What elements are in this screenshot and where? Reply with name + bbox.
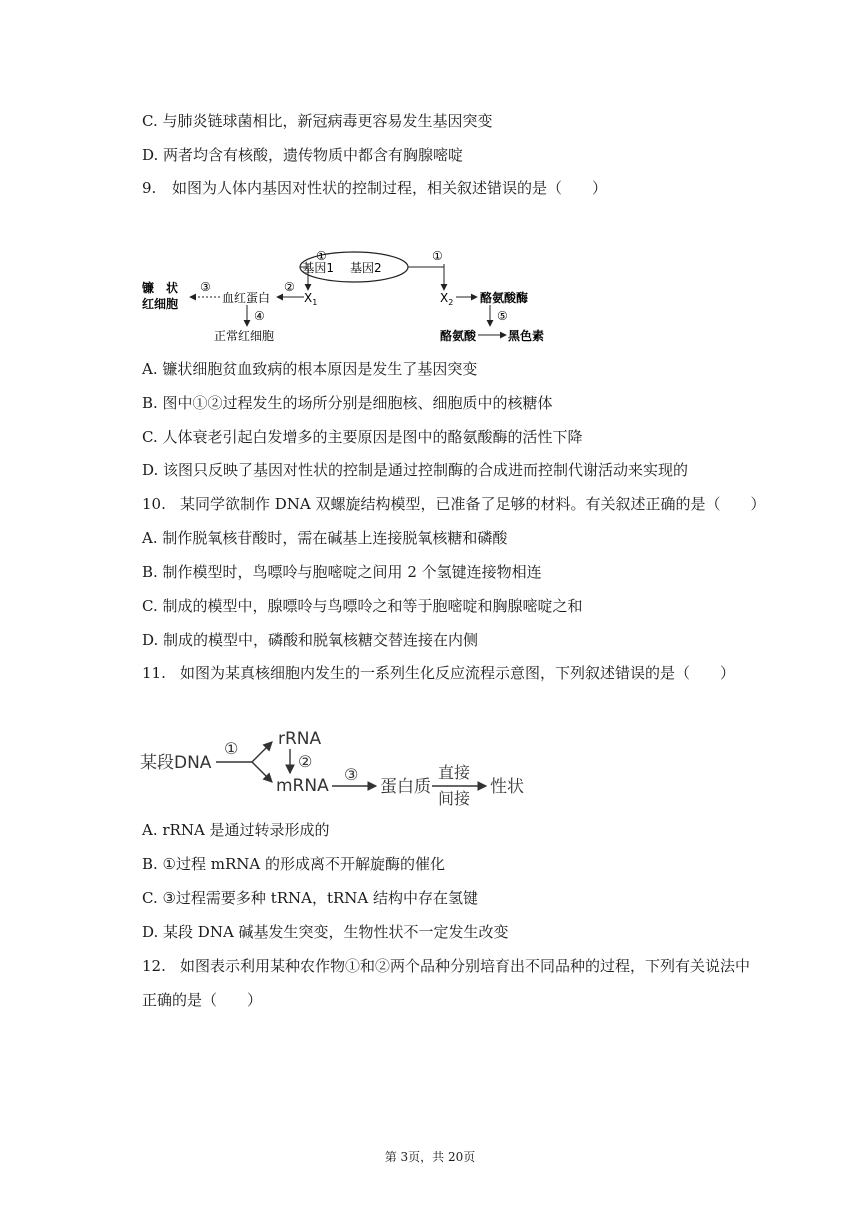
q10-stem-line bbox=[142, 493, 766, 515]
arrow-to-rrna bbox=[252, 742, 272, 762]
tyrosinase-label: 酪氨酸酶 bbox=[480, 291, 529, 305]
direct-label: 直接 bbox=[438, 763, 471, 782]
q11-option-c: C. ③过程需要多种 tRNA，tRNA 结构中存在氢键 bbox=[142, 889, 479, 907]
sickle-rbc-label-top: 镰 状 bbox=[142, 281, 179, 295]
step-1-left: ① bbox=[316, 249, 327, 263]
q11-stem-line bbox=[142, 662, 735, 684]
q9-option-c: C. 人体衰老引起白发增多的主要原因是图中的酪氨酸酶的活性下降 bbox=[142, 428, 583, 446]
mrna-label: mRNA bbox=[276, 776, 329, 796]
page-footer: 第 3页，共 20页 bbox=[384, 1150, 476, 1164]
x1-label: $X_1$ bbox=[304, 291, 318, 307]
q8-option-d: D. 两者均含有核酸，遗传物质中都含有胸腺嘧啶 bbox=[142, 146, 464, 164]
question-number: 9. bbox=[142, 179, 157, 197]
rrna-label: rRNA bbox=[278, 729, 322, 749]
gene1-label: 基因1 bbox=[302, 261, 334, 275]
q11-option-a: A. rRNA 是通过转录形成的 bbox=[142, 821, 330, 839]
normal-rbc-label: 正常红细胞 bbox=[214, 329, 275, 343]
question-stem: 如图为某真核细胞内发生的一系列生化反应流程示意图，下列叙述错误的是（ ） bbox=[180, 664, 736, 682]
q9-option-a: A. 镰状细胞贫血致病的根本原因是发生了基因突变 bbox=[142, 360, 478, 378]
step-1-right: ① bbox=[432, 249, 443, 263]
step-4-label: ④ bbox=[254, 309, 265, 323]
step-1-label: ① bbox=[224, 739, 239, 758]
gene2-label: 基因2 bbox=[350, 261, 382, 275]
indirect-label: 间接 bbox=[438, 789, 471, 808]
q11-flow-figure bbox=[140, 722, 540, 812]
melanin-label: 黑色素 bbox=[508, 329, 545, 343]
q11-option-d: D. 某段 DNA 碱基发生突变，生物性状不一定发生改变 bbox=[142, 923, 509, 941]
question-stem: 如图表示利用某种农作物①和②两个品种分别培育出不同品种的过程，下列有关说法中 bbox=[180, 957, 751, 975]
q9-option-d: D. 该图只反映了基因对性状的控制是通过控制酶的合成进而控制代谢活动来实现的 bbox=[142, 461, 689, 479]
question-number: 10. bbox=[142, 495, 166, 513]
q9-stem-line bbox=[142, 177, 607, 199]
q10-option-b: B. 制作模型时，鸟嘌呤与胞嘧啶之间用 2 个氢键连接物相连 bbox=[142, 563, 542, 581]
question-number: 12. bbox=[142, 957, 166, 975]
step-3-label: ③ bbox=[344, 765, 359, 784]
q11-option-b: B. ①过程 mRNA 的形成离不开解旋酶的催化 bbox=[142, 855, 446, 873]
x2-label: $X_2$ bbox=[440, 291, 454, 307]
question-number: 11. bbox=[142, 664, 166, 682]
step-5-label: ⑤ bbox=[497, 309, 508, 323]
tyrosine-label: 酪氨酸 bbox=[440, 329, 477, 343]
step-2-label: ② bbox=[284, 280, 295, 294]
q12-stem-line2: 正确的是（ ） bbox=[142, 991, 263, 1009]
q10-option-d: D. 制成的模型中，磷酸和脱氧核糖交替连接在内侧 bbox=[142, 631, 479, 649]
hemoglobin-label: 血红蛋白 bbox=[222, 291, 271, 305]
question-stem: 如图为人体内基因对性状的控制过程，相关叙述错误的是（ ） bbox=[172, 179, 608, 197]
question-stem: 某同学欲制作 DNA 双螺旋结构模型，已准备了足够的材料。有关叙述正确的是（ ） bbox=[180, 495, 766, 513]
q12-stem-line1 bbox=[142, 955, 750, 977]
trait-label: 性状 bbox=[490, 777, 524, 797]
q9-gene-expression-figure bbox=[138, 242, 558, 348]
step-3-label: ③ bbox=[200, 280, 211, 294]
sickle-rbc-label-bottom: 红细胞 bbox=[142, 297, 179, 311]
arrow-to-mrna bbox=[252, 762, 272, 782]
q10-option-a: A. 制作脱氧核苷酸时，需在碱基上连接脱氧核糖和磷酸 bbox=[142, 529, 508, 547]
protein-label: 蛋白质 bbox=[380, 777, 431, 797]
step-2-label: ② bbox=[298, 752, 313, 771]
q8-option-c: C. 与肺炎链球菌相比，新冠病毒更容易发生基因突变 bbox=[142, 112, 493, 130]
q9-option-b: B. 图中①②过程发生的场所分别是细胞核、细胞质中的核糖体 bbox=[142, 394, 553, 412]
q10-option-c: C. 制成的模型中，腺嘌呤与鸟嘌呤之和等于胞嘧啶和胸腺嘧啶之和 bbox=[142, 597, 583, 615]
dna-label: 某段DNA bbox=[140, 753, 212, 773]
